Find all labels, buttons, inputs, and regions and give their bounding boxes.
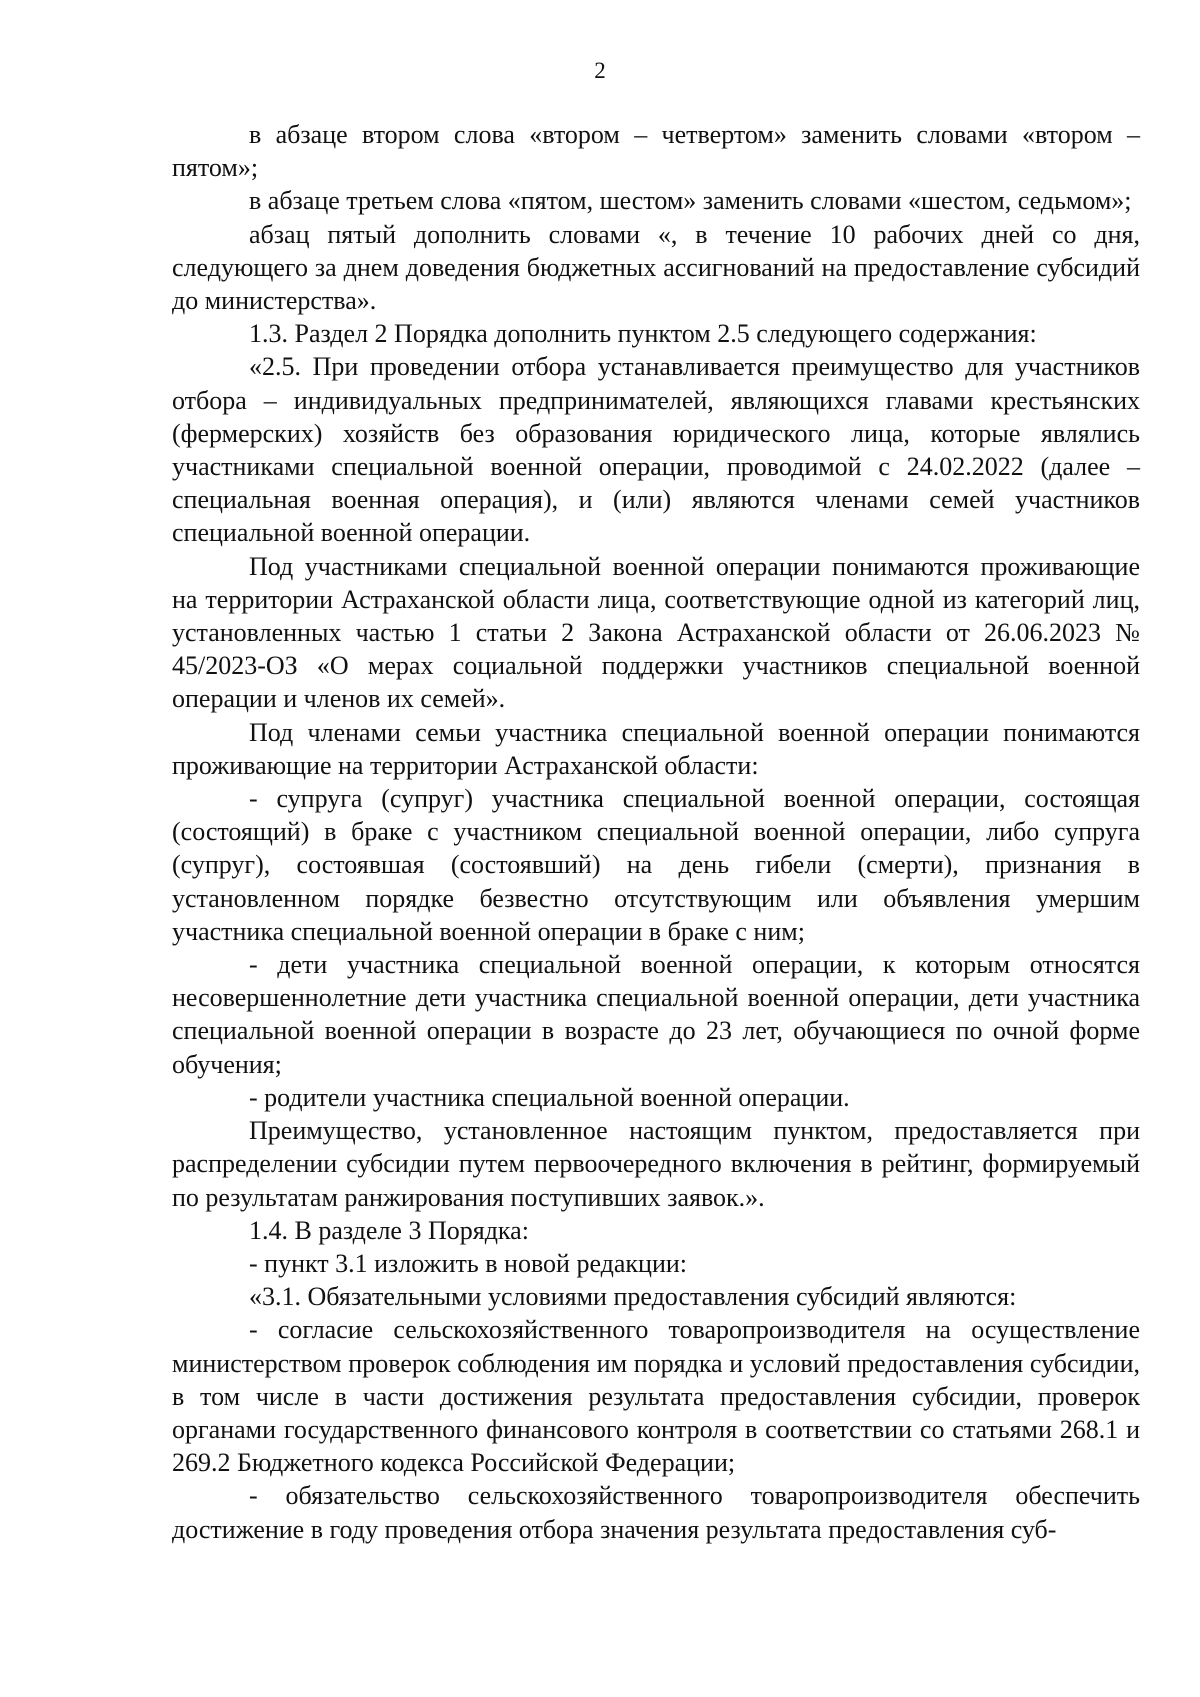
paragraph-1-4: 1.4. В разделе 3 Порядка: xyxy=(249,1215,529,1245)
paragraph-1-3: 1.3. Раздел 2 Порядка дополнить пунктом 2.5 следующего содержания: xyxy=(249,319,1037,349)
list-item-children: - дети участника специальной военной операции, к которым относятся несовершеннолетние дети участника специальной военной операции, дети участника специальной военной операции в возрасте до 23 лет, обучающиеся по очной форме обучения; xyxy=(172,950,1140,1079)
document-body xyxy=(172,118,1140,1546)
paragraph-abzac-pyatyi: абзац пятый дополнить словами «, в течение 10 рабочих дней со дня, следующего за днем доведения бюджетных ассигнований на предоставление субсидий до министерства». xyxy=(172,219,1140,316)
paragraph-3-1: «3.1. Обязательными условиями предоставления субсидий являются: xyxy=(249,1282,1017,1312)
list-item-obligation: - обязательство сельскохозяйственного товаропроизводителя обеспечить достижение в году проведения отбора значения результата предоставления суб- xyxy=(172,1481,1140,1544)
paragraph-preference: Преимущество, установленное настоящим пунктом, предоставляется при распределении субсидии путем первоочередного включения в рейтинг, формируемый по результатам ранжирования поступивших заявок.». xyxy=(172,1116,1140,1212)
list-item-parents: - родители участника специальной военной операции. xyxy=(249,1082,850,1112)
list-item-3-1: - пункт 3.1 изложить в новой редакции: xyxy=(249,1248,688,1278)
paragraph-family-members: Под членами семьи участника специальной военной операции понимаются проживающие на территории Астраханской области: xyxy=(172,717,1140,780)
list-item-consent: - согласие сельскохозяйственного товаропроизводителя на осуществление министерством проверок соблюдения им порядка и условий предоставления субсидии, в том числе в части достижения результата предоставления субсидии, проверок органами государственного финансового контроля в соответствии со статьями 268.1 и 269.2 Бюджетного кодекса Российской Федерации; xyxy=(172,1315,1140,1478)
page-number: 2 xyxy=(594,58,606,83)
paragraph-abzac-vtorom: в абзаце втором слова «втором – четвертом» заменить словами «втором – пятом»; xyxy=(172,120,1140,183)
paragraph-abzac-tretem: в абзаце третьем слова «пятом, шестом» заменить словами «шестом, седьмом»; xyxy=(249,186,1132,216)
paragraph-2-5: «2.5. При проведении отбора устанавливается преимущество для участников отбора – индивидуальных предпринимателей, являющихся главами крестьянских (фермерских) хозяйств без образования юридического лица, которые являлись участниками специальной военной операции, проводимой с 24.02.2022 (далее – специальная военная операция), и (или) являются членами семей участников специальной военной операции. xyxy=(172,352,1140,548)
list-item-spouse: - супруга (супруг) участника специальной военной операции, состоящая (состоящий) в браке с участником специальной военной операции, либо супруга (супруг), состоявшая (состоявший) на день гибели (смерти), признания в установленном порядке безвестно отсутствующим или объявления умершим участника специальной военной операции в браке с ним; xyxy=(172,784,1140,946)
paragraph-svo-participants: Под участниками специальной военной операции понимаются проживающие на территории Астраханской области лица, соответствующие одной из категорий лиц, установленных частью 1 статьи 2 Закона Астраханской области от 26.06.2023 № 45/2023-ОЗ «О мерах социальной поддержки участников специальной военной операции и членов их семей». xyxy=(172,551,1140,714)
